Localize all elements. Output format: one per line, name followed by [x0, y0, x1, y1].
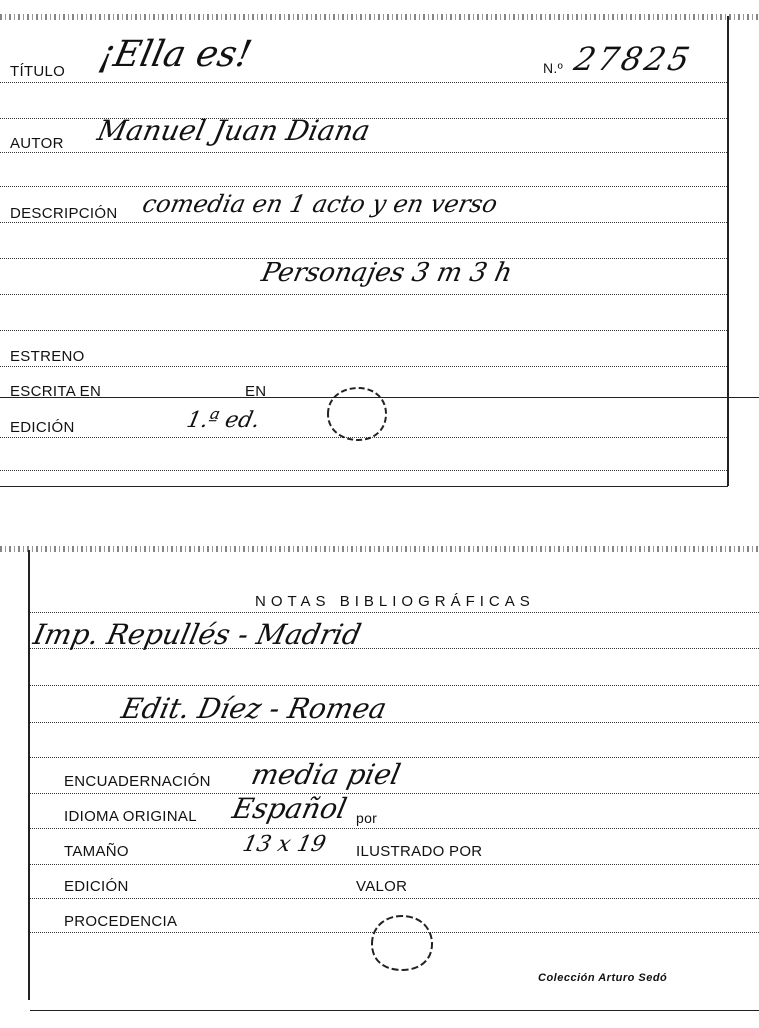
punch-hole-mark: [320, 384, 392, 444]
tamano-value: 13 x 19: [240, 832, 329, 857]
rule-line: [0, 222, 727, 223]
idioma-label: IDIOMA ORIGINAL: [64, 808, 197, 825]
titulo-label: TÍTULO: [10, 63, 66, 80]
rule-line: [30, 685, 759, 686]
procedencia-label: PROCEDENCIA: [64, 913, 178, 930]
punch-hole-mark: [364, 910, 440, 976]
collection-footer: Colección Arturo Sedó: [538, 972, 668, 984]
descripcion-value-2: Personajes 3 m 3 h: [258, 258, 515, 288]
rule-line: [0, 152, 727, 153]
card-top-edge: [0, 546, 759, 552]
encuadernacion-label: ENCUADERNACIÓN: [64, 773, 211, 790]
card-top-edge: [0, 14, 759, 20]
rule-line: [0, 470, 727, 471]
edicion-value: 1.ª ed.: [184, 408, 263, 433]
rule-line: [0, 330, 727, 331]
idioma-value: Español: [229, 792, 350, 825]
rule-line: [0, 186, 727, 187]
rule-line: [30, 793, 759, 794]
tamano-label: TAMAÑO: [64, 843, 129, 860]
escrita-en-label: ESCRITA EN: [10, 383, 102, 400]
rule-line: [30, 828, 759, 829]
edicion-label: EDICIÓN: [10, 419, 75, 436]
catalog-card-back: [0, 540, 759, 1028]
valor-label: VALOR: [356, 878, 408, 895]
card-right-edge: [727, 16, 729, 486]
note-line-1: Imp. Repullés - Madrid: [30, 618, 365, 651]
card-bottom-edge: [30, 1010, 759, 1011]
rule-line: [0, 366, 727, 367]
edicion-label: EDICIÓN: [64, 878, 129, 895]
estreno-label: ESTRENO: [10, 348, 85, 365]
rule-line: [30, 612, 759, 613]
numero-label: N.º: [543, 60, 564, 76]
ilustrado-label: ILUSTRADO POR: [356, 843, 483, 860]
autor-label: AUTOR: [10, 135, 64, 152]
rule-line: [0, 294, 727, 295]
descripcion-label: DESCRIPCIÓN: [10, 205, 118, 222]
note-line-2: Edit. Díez - Romea: [118, 692, 390, 725]
titulo-value: ¡Ella es!: [95, 34, 256, 75]
notas-heading: NOTAS BIBLIOGRÁFICAS: [255, 593, 535, 610]
numero-value: 27825: [570, 40, 696, 78]
autor-value: Manuel Juan Diana: [94, 114, 374, 147]
en-label: EN: [245, 383, 267, 400]
descripcion-value: comedia en 1 acto y en verso: [140, 190, 500, 218]
rule-line: [30, 898, 759, 899]
encuadernacion-value: media piel: [248, 758, 404, 791]
rule-line: [30, 864, 759, 865]
por-label: por: [356, 810, 378, 826]
rule-line: [0, 82, 727, 83]
card-bottom-edge: [0, 486, 728, 487]
catalog-card-front: [0, 0, 759, 492]
